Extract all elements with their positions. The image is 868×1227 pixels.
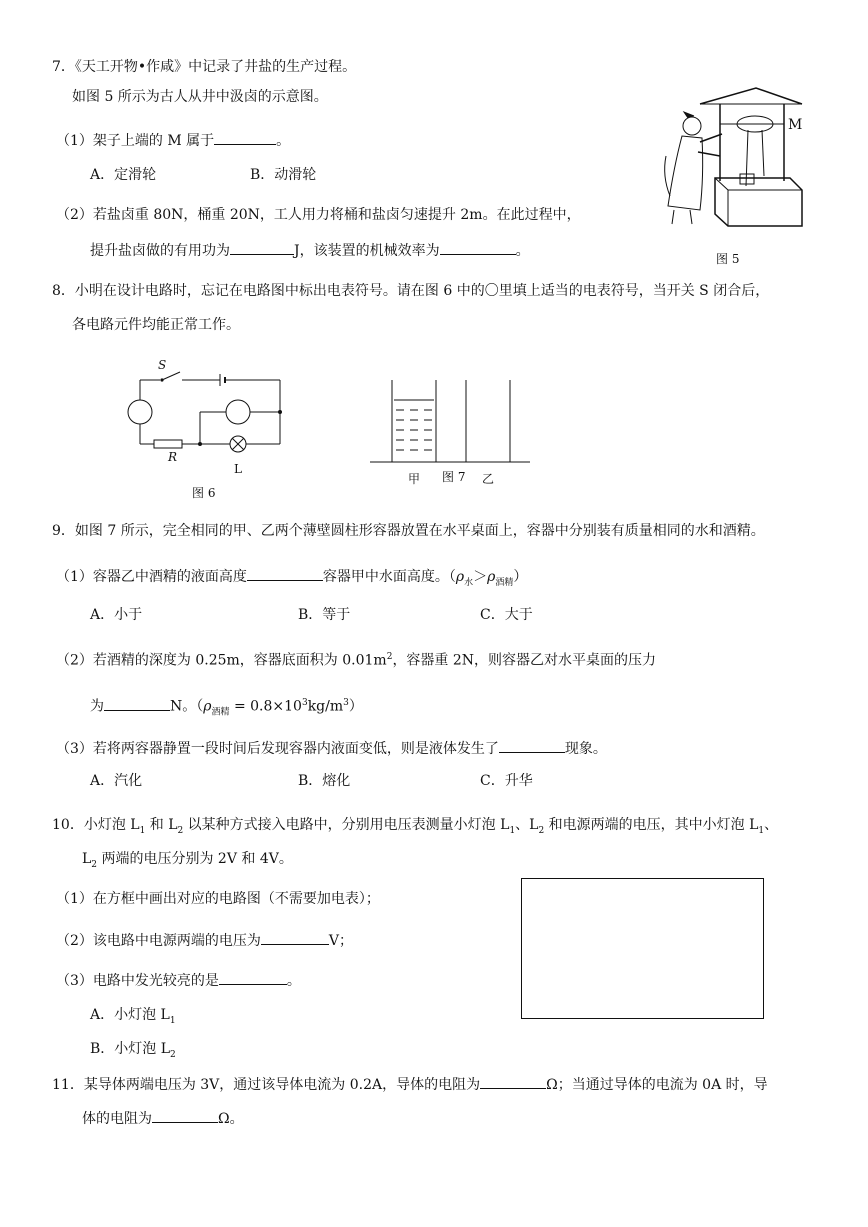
q7-stem-line2: 如图 5 所示为古人从井中汲卤的示意图。 bbox=[72, 89, 328, 105]
q7-efficiency-blank[interactable] bbox=[440, 240, 516, 255]
q10-voltage-blank[interactable] bbox=[261, 930, 329, 945]
q9-part1-blank[interactable] bbox=[247, 566, 323, 581]
q9-part3-blank[interactable] bbox=[499, 738, 565, 753]
q7-stem-line1: 7．《天工开物•作咸》中记录了井盐的生产过程。 bbox=[52, 59, 357, 75]
q7-part2-line2: 提升盐卤做的有用功为 J，该装置的机械效率为 。 bbox=[90, 240, 530, 260]
q9-part3-option-a: A．汽化 bbox=[90, 773, 143, 789]
q10-brighter-blank[interactable] bbox=[219, 970, 287, 985]
q10-part1: （1）在方框中画出对应的电路图（不需要加电表）； bbox=[56, 891, 380, 907]
q11-resistance-blank2[interactable] bbox=[152, 1108, 218, 1123]
q10-drawing-box[interactable] bbox=[521, 878, 764, 1019]
q10-option-b: B．小灯泡 $L_2$ bbox=[90, 1041, 176, 1060]
q9-stem: 9．如图 7 所示，完全相同的甲、乙两个薄壁圆柱形容器放置在水平桌面上，容器中分别装有质量相同的水和酒精。 bbox=[52, 523, 765, 539]
q11-resistance-blank1[interactable] bbox=[480, 1074, 546, 1089]
q7-part2-line1: （2）若盐卤重 80N，桶重 20N，工人用力将桶和盐卤匀速提升 2m。在此过程中， bbox=[56, 207, 581, 223]
q9-part3: （3）若将两容器静置一段时间后发现容器内液面变低，则是液体发生了 现象。 bbox=[56, 738, 607, 758]
figure5-well-illustration bbox=[660, 86, 810, 246]
figure5-label-m: M bbox=[788, 117, 803, 133]
q7-part1-blank[interactable] bbox=[214, 130, 276, 145]
figure6-circuit-diagram bbox=[120, 370, 300, 460]
q9-part3-option-b: B．熔化 bbox=[298, 773, 351, 789]
figure6-label-l: L bbox=[234, 462, 242, 476]
q9-part2-line1: （2）若酒精的深度为 0.25m，容器底面积为 $0.01m^2$，容器重 2N，则容器乙对水平桌面的压力 bbox=[56, 652, 657, 669]
figure6-caption: 图 6 bbox=[192, 486, 216, 500]
q11-line1: 11．某导体两端电压为 3V，通过该导体电流为 0.2A，导体的电阻为 Ω；当通过导体的电流为 0A 时，导 bbox=[52, 1074, 768, 1094]
q8-line2: 各电路元件均能正常工作。 bbox=[72, 317, 240, 333]
q11-line2: 体的电阻为 Ω。 bbox=[82, 1108, 244, 1128]
q9-pressure-blank[interactable] bbox=[104, 696, 170, 711]
q10-stem-line1: 10．小灯泡 $L_1$ 和 $L_2$ 以某种方式接入电路中，分别用电压表测量小灯泡 $L_1$、$L_2$ 和电源两端的电压，其中小灯泡 $L_1$、 bbox=[52, 817, 779, 836]
q9-option-b: B．等于 bbox=[298, 607, 351, 623]
q10-option-a: A．小灯泡 $L_1$ bbox=[90, 1007, 176, 1026]
q9-option-c: C．大于 bbox=[480, 607, 533, 623]
figure7-label-yi: 乙 bbox=[482, 472, 495, 486]
q7-useful-work-blank[interactable] bbox=[230, 240, 294, 255]
q8-line1: 8．小明在设计电路时，忘记在电路图中标出电表符号。请在图 6 中的〇里填上适当的电表符号，当开关 S 闭合后， bbox=[52, 283, 770, 299]
q9-option-a: A．小于 bbox=[90, 607, 143, 623]
q9-part1: （1）容器乙中酒精的液面高度 容器甲中水面高度。$(\rho_水>\rho_{酒精})$ bbox=[56, 566, 527, 592]
q9-part3-option-c: C．升华 bbox=[480, 773, 533, 789]
q10-part2: （2）该电路中电源两端的电压为 V； bbox=[56, 930, 353, 950]
q10-stem-line2: $L_2$ 两端的电压分别为 2V 和 4V。 bbox=[82, 851, 293, 870]
q7-option-a: A．定滑轮 bbox=[90, 167, 157, 183]
q9-part2-line2: 为 N。$(\rho_{酒精} = 0.8\times 10^3kg/m^3)$ bbox=[90, 694, 363, 721]
figure6-label-s: S bbox=[158, 358, 167, 372]
q7-part1: （1）架子上端的 M 属于 。 bbox=[56, 130, 290, 150]
q7-option-b: B．动滑轮 bbox=[250, 167, 317, 183]
figure7-label-jia: 甲 bbox=[408, 472, 421, 486]
figure5-caption: 图 5 bbox=[716, 252, 740, 266]
figure7-caption: 图 7 bbox=[442, 470, 466, 484]
figure7-containers-diagram bbox=[370, 376, 530, 466]
q10-part3: （3）电路中发光较亮的是 。 bbox=[56, 970, 301, 990]
figure6-label-r: R bbox=[168, 450, 178, 464]
